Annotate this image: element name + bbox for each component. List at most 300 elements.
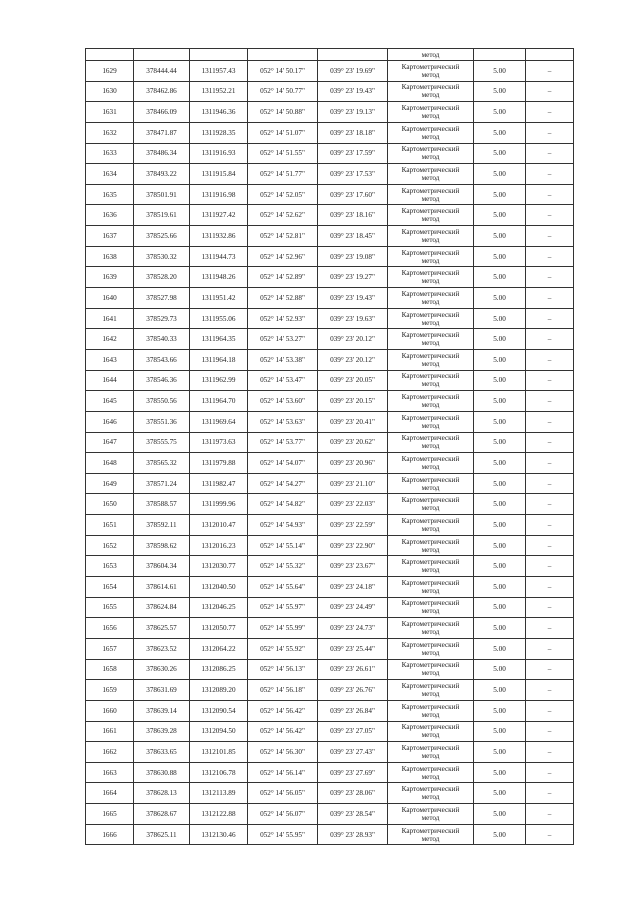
- method-line1: Картометрический: [401, 310, 460, 319]
- dash-cell: –: [526, 267, 574, 288]
- dash-cell: –: [526, 81, 574, 102]
- dash-cell: –: [526, 164, 574, 185]
- x-coord-cell: 378543.66: [134, 349, 190, 370]
- y-coord-cell: 1311927.42: [190, 205, 248, 226]
- latitude-cell: 052° 14' 52.62": [248, 205, 318, 226]
- x-coord-cell: 378628.67: [134, 804, 190, 825]
- method-cell: [388, 184, 474, 205]
- y-coord-cell: 1311969.64: [190, 411, 248, 432]
- longitude-cell: 039° 23' 20.41": [318, 411, 388, 432]
- point-number-cell: 1633: [86, 143, 134, 164]
- method-cell: [388, 391, 474, 412]
- method-line1: Картометрический: [401, 475, 460, 484]
- longitude-cell: 039° 23' 20.05": [318, 370, 388, 391]
- table-row: [86, 61, 574, 82]
- method-cell: [388, 329, 474, 350]
- y-coord-cell: 1312122.88: [190, 804, 248, 825]
- y-coord-cell: 1311932.86: [190, 226, 248, 247]
- method-line2: метод: [421, 648, 440, 657]
- accuracy-cell: 5.00: [474, 102, 526, 123]
- method-line1: Картометрический: [401, 805, 460, 814]
- table-cell: [134, 49, 190, 61]
- dash-cell: –: [526, 122, 574, 143]
- y-coord-cell: 1311955.06: [190, 308, 248, 329]
- x-coord-cell: 378588.57: [134, 494, 190, 515]
- method-line2: метод: [421, 297, 440, 306]
- longitude-cell: 039° 23' 19.43": [318, 81, 388, 102]
- point-number-cell: 1661: [86, 721, 134, 742]
- method-line2: метод: [421, 235, 440, 244]
- table-row: [86, 824, 574, 845]
- method-line1: Картометрический: [401, 785, 460, 794]
- method-line2: метод: [421, 545, 440, 554]
- point-number-cell: 1645: [86, 391, 134, 412]
- y-coord-cell: 1312016.23: [190, 535, 248, 556]
- accuracy-cell: 5.00: [474, 122, 526, 143]
- dash-cell: –: [526, 700, 574, 721]
- x-coord-cell: 378486.34: [134, 143, 190, 164]
- method-line2: метод: [421, 772, 440, 781]
- method-cell: [388, 122, 474, 143]
- latitude-cell: 052° 14' 52.89": [248, 267, 318, 288]
- y-coord-cell: 1311916.98: [190, 184, 248, 205]
- accuracy-cell: 5.00: [474, 556, 526, 577]
- x-coord-cell: 378630.26: [134, 659, 190, 680]
- point-number-cell: 1660: [86, 700, 134, 721]
- y-coord-cell: 1311973.63: [190, 432, 248, 453]
- x-coord-cell: 378592.11: [134, 515, 190, 536]
- method-line2: метод: [421, 710, 440, 719]
- accuracy-cell: 5.00: [474, 288, 526, 309]
- method-cell: [388, 762, 474, 783]
- method-line2: метод: [421, 524, 440, 533]
- accuracy-cell: 5.00: [474, 618, 526, 639]
- accuracy-cell: 5.00: [474, 638, 526, 659]
- y-coord-cell: 1312101.85: [190, 742, 248, 763]
- longitude-cell: 039° 23' 24.73": [318, 618, 388, 639]
- method-line2: метод: [421, 731, 440, 740]
- table-row: [86, 267, 574, 288]
- x-coord-cell: 378625.57: [134, 618, 190, 639]
- latitude-cell: 052° 14' 50.88": [248, 102, 318, 123]
- method-cell: [388, 742, 474, 763]
- y-coord-cell: 1311951.42: [190, 288, 248, 309]
- x-coord-cell: 378471.87: [134, 122, 190, 143]
- y-coord-cell: 1312130.46: [190, 824, 248, 845]
- x-coord-cell: 378546.36: [134, 370, 190, 391]
- longitude-cell: 039° 23' 27.69": [318, 762, 388, 783]
- point-number-cell: 1663: [86, 762, 134, 783]
- y-coord-cell: 1311928.35: [190, 122, 248, 143]
- dash-cell: –: [526, 205, 574, 226]
- point-number-cell: 1635: [86, 184, 134, 205]
- dash-cell: –: [526, 804, 574, 825]
- y-coord-cell: 1311915.84: [190, 164, 248, 185]
- method-cell: [388, 226, 474, 247]
- method-line2: метод: [421, 401, 440, 410]
- x-coord-cell: 378528.20: [134, 267, 190, 288]
- table-cell: [526, 49, 574, 61]
- x-coord-cell: 378466.09: [134, 102, 190, 123]
- method-cell: [388, 700, 474, 721]
- x-coord-cell: 378525.66: [134, 226, 190, 247]
- method-line2: метод: [421, 834, 440, 843]
- longitude-cell: 039° 23' 23.67": [318, 556, 388, 577]
- point-number-cell: 1648: [86, 453, 134, 474]
- method-line2: метод: [421, 194, 440, 203]
- method-line2: метод: [421, 793, 440, 802]
- latitude-cell: 052° 14' 54.93": [248, 515, 318, 536]
- y-coord-cell: 1311952.21: [190, 81, 248, 102]
- y-coord-cell: 1312113.89: [190, 783, 248, 804]
- point-number-cell: 1657: [86, 638, 134, 659]
- table-row: [86, 597, 574, 618]
- latitude-cell: 052° 14' 55.64": [248, 577, 318, 598]
- longitude-cell: 039° 23' 18.18": [318, 122, 388, 143]
- method-line2: метод: [421, 70, 440, 79]
- method-line2: метод: [421, 318, 440, 327]
- longitude-cell: 039° 23' 19.27": [318, 267, 388, 288]
- method-line1: Картометрический: [401, 269, 460, 278]
- method-line1: Картометрический: [401, 454, 460, 463]
- accuracy-cell: 5.00: [474, 783, 526, 804]
- method-line2: метод: [421, 215, 440, 224]
- x-coord-cell: 378624.84: [134, 597, 190, 618]
- table-row: [86, 556, 574, 577]
- accuracy-cell: 5.00: [474, 700, 526, 721]
- method-line2: метод: [421, 132, 440, 141]
- accuracy-cell: 5.00: [474, 494, 526, 515]
- method-cell: [388, 783, 474, 804]
- longitude-cell: 039° 23' 18.16": [318, 205, 388, 226]
- dash-cell: –: [526, 597, 574, 618]
- y-coord-cell: 1312089.20: [190, 680, 248, 701]
- dash-cell: –: [526, 143, 574, 164]
- table-row: [86, 638, 574, 659]
- latitude-cell: 052° 14' 50.17": [248, 61, 318, 82]
- method-line2: метод: [421, 751, 440, 760]
- method-cell: [388, 618, 474, 639]
- point-number-cell: 1636: [86, 205, 134, 226]
- table-row: [86, 349, 574, 370]
- latitude-cell: 052° 14' 56.07": [248, 804, 318, 825]
- dash-cell: –: [526, 61, 574, 82]
- dash-cell: –: [526, 659, 574, 680]
- x-coord-cell: 378519.61: [134, 205, 190, 226]
- x-coord-cell: 378444.44: [134, 61, 190, 82]
- latitude-cell: 052° 14' 56.13": [248, 659, 318, 680]
- y-coord-cell: 1312050.77: [190, 618, 248, 639]
- table-row: [86, 432, 574, 453]
- latitude-cell: 052° 14' 55.92": [248, 638, 318, 659]
- method-line1: Картометрический: [401, 145, 460, 154]
- method-cell: [388, 432, 474, 453]
- method-cell: [388, 453, 474, 474]
- longitude-cell: 039° 23' 20.15": [318, 391, 388, 412]
- accuracy-cell: 5.00: [474, 391, 526, 412]
- point-number-cell: 1630: [86, 81, 134, 102]
- y-coord-cell: 1312010.47: [190, 515, 248, 536]
- method-line1: Картометрический: [401, 372, 460, 381]
- dash-cell: –: [526, 680, 574, 701]
- accuracy-cell: 5.00: [474, 329, 526, 350]
- dash-cell: –: [526, 453, 574, 474]
- point-number-cell: 1632: [86, 122, 134, 143]
- point-number-cell: 1658: [86, 659, 134, 680]
- longitude-cell: 039° 23' 19.63": [318, 308, 388, 329]
- latitude-cell: 052° 14' 53.60": [248, 391, 318, 412]
- accuracy-cell: 5.00: [474, 659, 526, 680]
- table-cell: [474, 49, 526, 61]
- method-cell: [388, 308, 474, 329]
- method-line2: метод: [421, 813, 440, 822]
- point-number-cell: 1650: [86, 494, 134, 515]
- longitude-cell: 039° 23' 17.60": [318, 184, 388, 205]
- longitude-cell: 039° 23' 19.69": [318, 61, 388, 82]
- latitude-cell: 052° 14' 54.82": [248, 494, 318, 515]
- latitude-cell: 052° 14' 53.38": [248, 349, 318, 370]
- x-coord-cell: 378565.32: [134, 453, 190, 474]
- table-cell: [86, 49, 134, 61]
- method-line2: метод: [421, 256, 440, 265]
- latitude-cell: 052° 14' 56.42": [248, 721, 318, 742]
- accuracy-cell: 5.00: [474, 164, 526, 185]
- latitude-cell: 052° 14' 51.77": [248, 164, 318, 185]
- table-row: [86, 680, 574, 701]
- longitude-cell: 039° 23' 20.12": [318, 349, 388, 370]
- method-line2: метод: [421, 607, 440, 616]
- x-coord-cell: 378623.52: [134, 638, 190, 659]
- latitude-cell: 052° 14' 56.05": [248, 783, 318, 804]
- method-line2: метод: [421, 112, 440, 121]
- method-cell: [388, 267, 474, 288]
- method-cell: [388, 349, 474, 370]
- x-coord-cell: 378527.98: [134, 288, 190, 309]
- table-row: [86, 184, 574, 205]
- point-number-cell: 1665: [86, 804, 134, 825]
- method-cell: [388, 143, 474, 164]
- x-coord-cell: 378555.75: [134, 432, 190, 453]
- method-line1: Картометрический: [401, 166, 460, 175]
- x-coord-cell: 378604.34: [134, 556, 190, 577]
- longitude-cell: 039° 23' 27.43": [318, 742, 388, 763]
- dash-cell: –: [526, 370, 574, 391]
- dash-cell: –: [526, 494, 574, 515]
- method-cell: [388, 246, 474, 267]
- method-line1: Картометрический: [401, 599, 460, 608]
- point-number-cell: 1647: [86, 432, 134, 453]
- method-line2: метод: [421, 91, 440, 100]
- method-line1: Картометрический: [401, 661, 460, 670]
- method-cell: [388, 804, 474, 825]
- method-cell: [388, 638, 474, 659]
- x-coord-cell: 378598.62: [134, 535, 190, 556]
- method-cell: [388, 81, 474, 102]
- point-number-cell: 1666: [86, 824, 134, 845]
- accuracy-cell: 5.00: [474, 143, 526, 164]
- method-line2: метод: [421, 421, 440, 430]
- dash-cell: –: [526, 577, 574, 598]
- latitude-cell: 052° 14' 53.27": [248, 329, 318, 350]
- point-number-cell: 1642: [86, 329, 134, 350]
- latitude-cell: 052° 14' 55.97": [248, 597, 318, 618]
- dash-cell: –: [526, 824, 574, 845]
- longitude-cell: 039° 23' 26.84": [318, 700, 388, 721]
- point-number-cell: 1651: [86, 515, 134, 536]
- method-cell: [388, 473, 474, 494]
- dash-cell: –: [526, 432, 574, 453]
- latitude-cell: 052° 14' 52.93": [248, 308, 318, 329]
- method-line2: метод: [421, 174, 440, 183]
- method-line2: метод: [421, 277, 440, 286]
- longitude-cell: 039° 23' 26.76": [318, 680, 388, 701]
- latitude-cell: 052° 14' 56.18": [248, 680, 318, 701]
- latitude-cell: 052° 14' 53.77": [248, 432, 318, 453]
- table-row: [86, 721, 574, 742]
- method-line1: Картометрический: [401, 640, 460, 649]
- dash-cell: –: [526, 556, 574, 577]
- table-cell: [318, 49, 388, 61]
- method-line1: Картометрический: [401, 104, 460, 113]
- y-coord-cell: 1311948.26: [190, 267, 248, 288]
- point-number-cell: 1649: [86, 473, 134, 494]
- table-row: [86, 411, 574, 432]
- latitude-cell: 052° 14' 55.32": [248, 556, 318, 577]
- table-row: [86, 143, 574, 164]
- table-row: [86, 288, 574, 309]
- longitude-cell: 039° 23' 25.44": [318, 638, 388, 659]
- point-number-cell: 1643: [86, 349, 134, 370]
- longitude-cell: 039° 23' 28.06": [318, 783, 388, 804]
- method-line1: Картометрический: [401, 764, 460, 773]
- method-cell: [388, 535, 474, 556]
- method-line2: метод: [421, 504, 440, 513]
- method-cell: [388, 597, 474, 618]
- dash-cell: –: [526, 308, 574, 329]
- method-cell: [388, 515, 474, 536]
- point-number-cell: 1652: [86, 535, 134, 556]
- dash-cell: –: [526, 762, 574, 783]
- dash-cell: –: [526, 349, 574, 370]
- dash-cell: –: [526, 226, 574, 247]
- dash-cell: –: [526, 783, 574, 804]
- x-coord-cell: 378631.69: [134, 680, 190, 701]
- point-number-cell: 1664: [86, 783, 134, 804]
- method-line2: метод: [421, 153, 440, 162]
- method-line1: Картометрический: [401, 62, 460, 71]
- accuracy-cell: 5.00: [474, 205, 526, 226]
- point-number-cell: 1659: [86, 680, 134, 701]
- dash-cell: –: [526, 184, 574, 205]
- y-coord-cell: 1311944.73: [190, 246, 248, 267]
- method-cell: [388, 680, 474, 701]
- latitude-cell: 052° 14' 55.95": [248, 824, 318, 845]
- longitude-cell: 039° 23' 19.08": [318, 246, 388, 267]
- point-number-cell: 1629: [86, 61, 134, 82]
- point-number-cell: 1640: [86, 288, 134, 309]
- point-number-cell: 1631: [86, 102, 134, 123]
- table-row: [86, 577, 574, 598]
- accuracy-cell: 5.00: [474, 721, 526, 742]
- method-line1: Картометрический: [401, 826, 460, 835]
- table-cell: [190, 49, 248, 61]
- y-coord-cell: 1311916.93: [190, 143, 248, 164]
- y-coord-cell: 1311964.18: [190, 349, 248, 370]
- method-cell: [388, 824, 474, 845]
- table-row: [86, 762, 574, 783]
- accuracy-cell: 5.00: [474, 61, 526, 82]
- table-row: [86, 246, 574, 267]
- table-row: [86, 453, 574, 474]
- method-line2: метод: [421, 339, 440, 348]
- table-row: [86, 742, 574, 763]
- accuracy-cell: 5.00: [474, 577, 526, 598]
- accuracy-cell: 5.00: [474, 411, 526, 432]
- x-coord-cell: 378571.24: [134, 473, 190, 494]
- table-row: [86, 659, 574, 680]
- table-row: [86, 618, 574, 639]
- x-coord-cell: 378614.61: [134, 577, 190, 598]
- method-line1: Картометрический: [401, 723, 460, 732]
- method-line1: Картометрический: [401, 578, 460, 587]
- y-coord-cell: 1311957.43: [190, 61, 248, 82]
- table-row: [86, 535, 574, 556]
- table-cell: [248, 49, 318, 61]
- method-line1: Картометрический: [401, 743, 460, 752]
- table-row: [86, 205, 574, 226]
- longitude-cell: 039° 23' 17.59": [318, 143, 388, 164]
- longitude-cell: 039° 23' 27.05": [318, 721, 388, 742]
- method-line2: метод: [421, 462, 440, 471]
- longitude-cell: 039° 23' 24.49": [318, 597, 388, 618]
- table-row: [86, 804, 574, 825]
- method-line1: Картометрический: [401, 351, 460, 360]
- longitude-cell: 039° 23' 19.43": [318, 288, 388, 309]
- method-line1: Картометрический: [401, 124, 460, 133]
- y-coord-cell: 1312090.54: [190, 700, 248, 721]
- method-line2: метод: [421, 628, 440, 637]
- latitude-cell: 052° 14' 52.96": [248, 246, 318, 267]
- y-coord-cell: 1312106.78: [190, 762, 248, 783]
- x-coord-cell: 378551.36: [134, 411, 190, 432]
- longitude-cell: 039° 23' 22.90": [318, 535, 388, 556]
- method-line1: Картометрический: [401, 331, 460, 340]
- method-line1: Картометрический: [401, 434, 460, 443]
- table-row: [86, 102, 574, 123]
- dash-cell: –: [526, 618, 574, 639]
- table-row: [86, 308, 574, 329]
- table-row: [86, 391, 574, 412]
- method-cell: [388, 721, 474, 742]
- method-cell: [388, 205, 474, 226]
- table-row: [86, 515, 574, 536]
- dash-cell: –: [526, 742, 574, 763]
- y-coord-cell: 1311964.70: [190, 391, 248, 412]
- method-line2: метод: [421, 380, 440, 389]
- longitude-cell: 039° 23' 20.96": [318, 453, 388, 474]
- method-cell: [388, 102, 474, 123]
- point-number-cell: 1655: [86, 597, 134, 618]
- dash-cell: –: [526, 411, 574, 432]
- point-number-cell: 1637: [86, 226, 134, 247]
- table-row: [86, 700, 574, 721]
- longitude-cell: 039° 23' 26.61": [318, 659, 388, 680]
- table-row: [86, 226, 574, 247]
- accuracy-cell: 5.00: [474, 184, 526, 205]
- dash-cell: –: [526, 515, 574, 536]
- method-line1: Картометрический: [401, 289, 460, 298]
- method-line2: метод: [421, 359, 440, 368]
